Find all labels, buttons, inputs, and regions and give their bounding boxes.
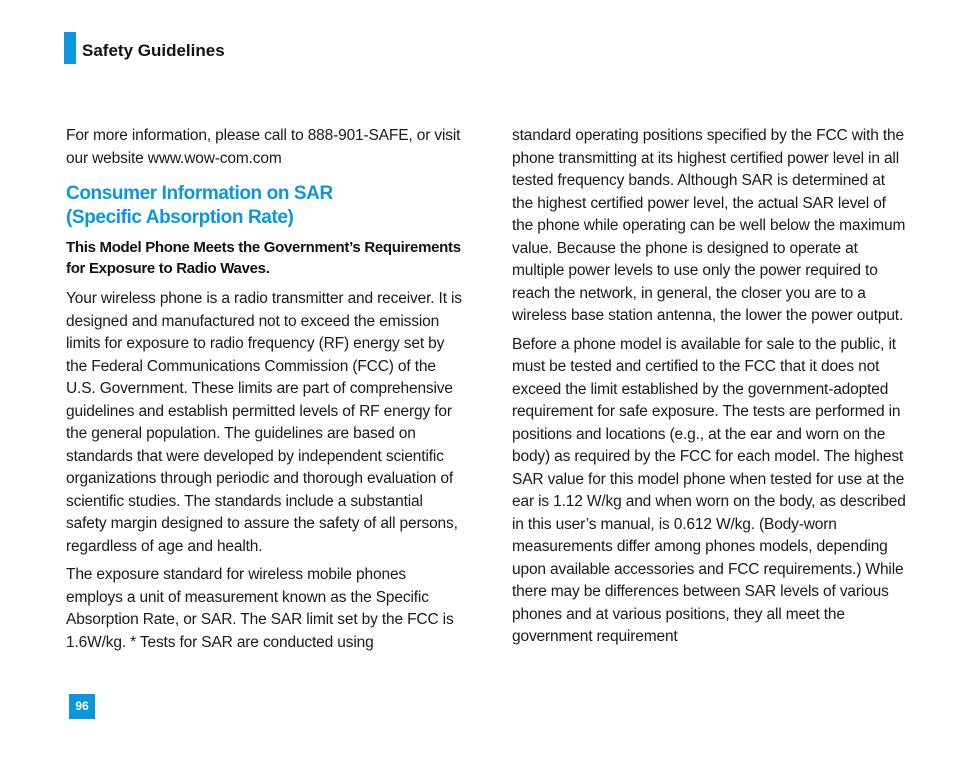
body-paragraph: Your wireless phone is a radio transmitter and receiver. It is designed and manufactured not to exceed the emission limits for exposure to radio frequency (RF) energy set by the Federal Communications Commission (FCC) of the U.S. Government. These limits are part of comprehensive guidelines and establish permitted levels of RF energy for the general population. The guidelines are based on standards that were developed by independent scientific organizations through periodic and thorough evaluation of scientific studies. The standards include a substantial safety margin designed to assure the safety of all persons, regardless of age and health.: [66, 290, 462, 555]
body-paragraph: The exposure standard for wireless mobile phones employs a unit of measurement known as the Specific Absorption Rate, or SAR. The SAR limit set by the FCC is 1.6W/kg. * Tests for SAR are conducted using: [66, 566, 454, 651]
page-number-badge: 96: [69, 694, 95, 719]
body-paragraph: standard operating positions specified by the FCC with the phone transmitting at its highest certified power level in all tested frequency bands. Although SAR is determined at the highest certified power level, the actual SAR level of the phone while operating can be well below the maximum value. Because the phone is designed to operate at multiple power levels to use only the power required to reach the network, in general, the closer you are to a wireless base station antenna, the lower the power output.: [512, 127, 906, 324]
header-accent-bar: [64, 32, 76, 64]
body-paragraph: Before a phone model is available for sale to the public, it must be tested and certified to the FCC that it does not exceed the limit established by the government-adopted requirement for safe exposure. The tests are performed in positions and locations (e.g., at the ear and worn on the body) as required by the FCC for each model. The highest SAR value for this model phone when tested for use at the ear is 1.12 W/kg and when worn on the body, as described in this user’s manual, is 0.612 W/kg. (Body-worn measurements differ among phones models, depending upon available accessories and FCC requirements.) While there may be differences between SAR levels of various phones and at various positions, they all meet the government requirement: [512, 335, 906, 645]
section-heading: [66, 182, 462, 230]
left-column: [66, 125, 462, 660]
right-column: [512, 125, 908, 655]
section-heading-line1: Consumer Information on SAR: [66, 183, 333, 204]
contact-info-paragraph: For more information, please call to 888-901-SAFE, or visit our website www.wow-com.com: [66, 127, 461, 167]
section-subheading: This Model Phone Meets the Government’s Requirements for Exposure to Radio Waves.: [66, 239, 461, 277]
section-heading-line2: (Specific Absorption Rate): [66, 207, 294, 228]
page-header-title: Safety Guidelines: [82, 41, 225, 60]
